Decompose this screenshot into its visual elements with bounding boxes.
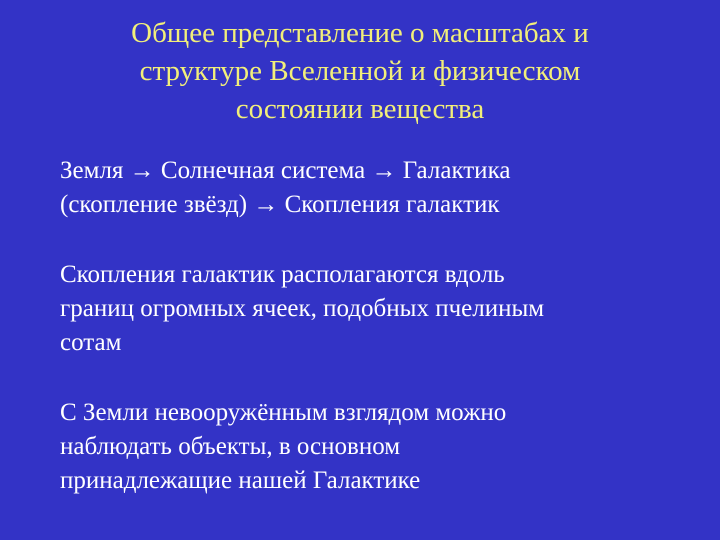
paragraph-line: принадлежащие нашей Галактике [60,467,421,494]
paragraph-scale-hierarchy [60,154,690,222]
paragraph-naked-eye-objects [60,396,690,498]
paragraph-line: Скопления галактик располагаются вдоль [60,261,505,288]
title-line: Общее представление о масштабах и [131,17,589,49]
paragraph-line: границ огромных ячеек, подобных пчелиным [60,295,545,322]
paragraph-line: С Земли невооружённым взглядом можно [60,399,507,426]
paragraph-line: сотам [60,329,122,356]
paragraph [60,154,690,222]
paragraph-line: (скопление звёзд) → Скопления галактик [60,191,500,218]
paragraph-line: Земля → Солнечная система → Галактика [60,157,511,184]
paragraph [60,396,690,498]
paragraph-line: наблюдать объекты, в основном [60,433,401,460]
paragraph [60,258,690,360]
title-line: структуре Вселенной и физическом [139,55,581,87]
paragraph-galaxy-clusters [60,258,690,360]
slide-title [60,14,660,128]
title-line: состоянии вещества [235,93,485,125]
